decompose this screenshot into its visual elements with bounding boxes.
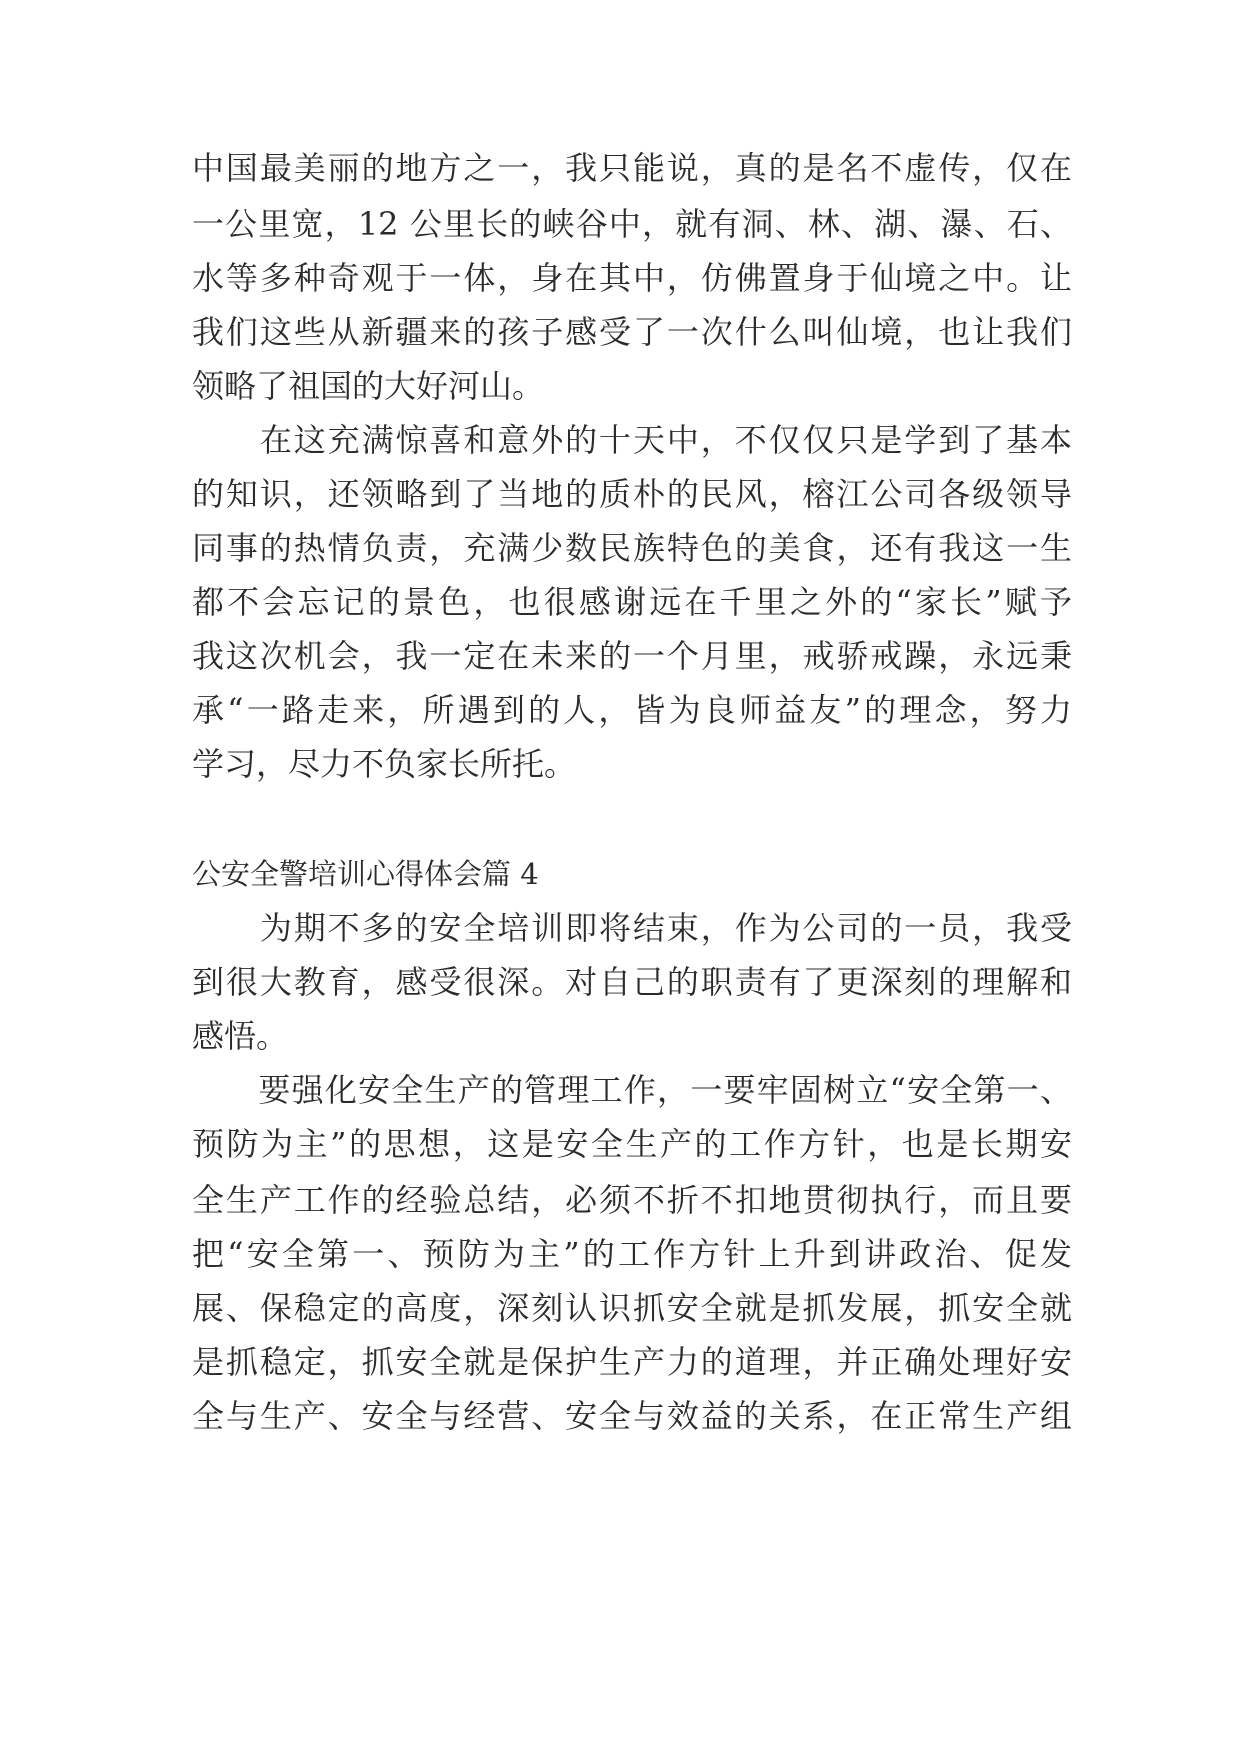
text-line: 感悟。: [192, 1017, 289, 1055]
text-line: 是抓稳定，抓安全就是保护生产力的道理，并正确处理好安: [192, 1343, 1072, 1381]
text-line: 承“一路走来，所遇到的人，皆为良师益友”的理念，努力: [192, 691, 1072, 729]
text-line: 水等多种奇观于一体，身在其中，仿佛置身于仙境之中。让: [192, 259, 1072, 297]
text-line: 一公里宽，12 公里长的峡谷中，就有洞、林、湖、瀑、石、: [192, 205, 1072, 243]
text-line: 在这充满惊喜和意外的十天中，不仅仅只是学到了基本: [192, 421, 1072, 459]
text-line: 预防为主”的思想，这是安全生产的工作方针，也是长期安: [192, 1125, 1072, 1163]
text-line: 中国最美丽的地方之一，我只能说，真的是名不虚传，仅在: [192, 149, 1072, 187]
text-line: 全生产工作的经验总结，必须不折不扣地贯彻执行，而且要: [192, 1181, 1072, 1219]
text-line: 我们这些从新疆来的孩子感受了一次什么叫仙境，也让我们: [192, 313, 1072, 351]
text-line: 我这次机会，我一定在未来的一个月里，戒骄戒躁，永远秉: [192, 637, 1072, 675]
text-line: 全与生产、安全与经营、安全与效益的关系，在正常生产组: [192, 1397, 1072, 1435]
text-line: 领略了祖国的大好河山。: [192, 367, 545, 405]
text-line: 到很大教育，感受很深。对自己的职责有了更深刻的理解和: [192, 963, 1072, 1001]
text-line: 都不会忘记的景色，也很感谢远在千里之外的“家长”赋予: [192, 583, 1072, 621]
section-heading: 公安全警培训心得体会篇 4: [192, 857, 539, 891]
text-line: 为期不多的安全培训即将结束，作为公司的一员，我受: [192, 909, 1072, 947]
text-line: 同事的热情负责，充满少数民族特色的美食，还有我这一生: [192, 529, 1072, 567]
text-line: 学习，尽力不负家长所托。: [192, 745, 577, 783]
text-line: 把“安全第一、预防为主”的工作方针上升到讲政治、促发: [192, 1235, 1072, 1273]
text-line: 展、保稳定的高度，深刻认识抓安全就是抓发展，抓安全就: [192, 1289, 1072, 1327]
text-line: 的知识，还领略到了当地的质朴的民风，榕江公司各级领导: [192, 475, 1072, 513]
text-line: 要强化安全生产的管理工作，一要牢固树立“安全第一、: [192, 1071, 1072, 1109]
